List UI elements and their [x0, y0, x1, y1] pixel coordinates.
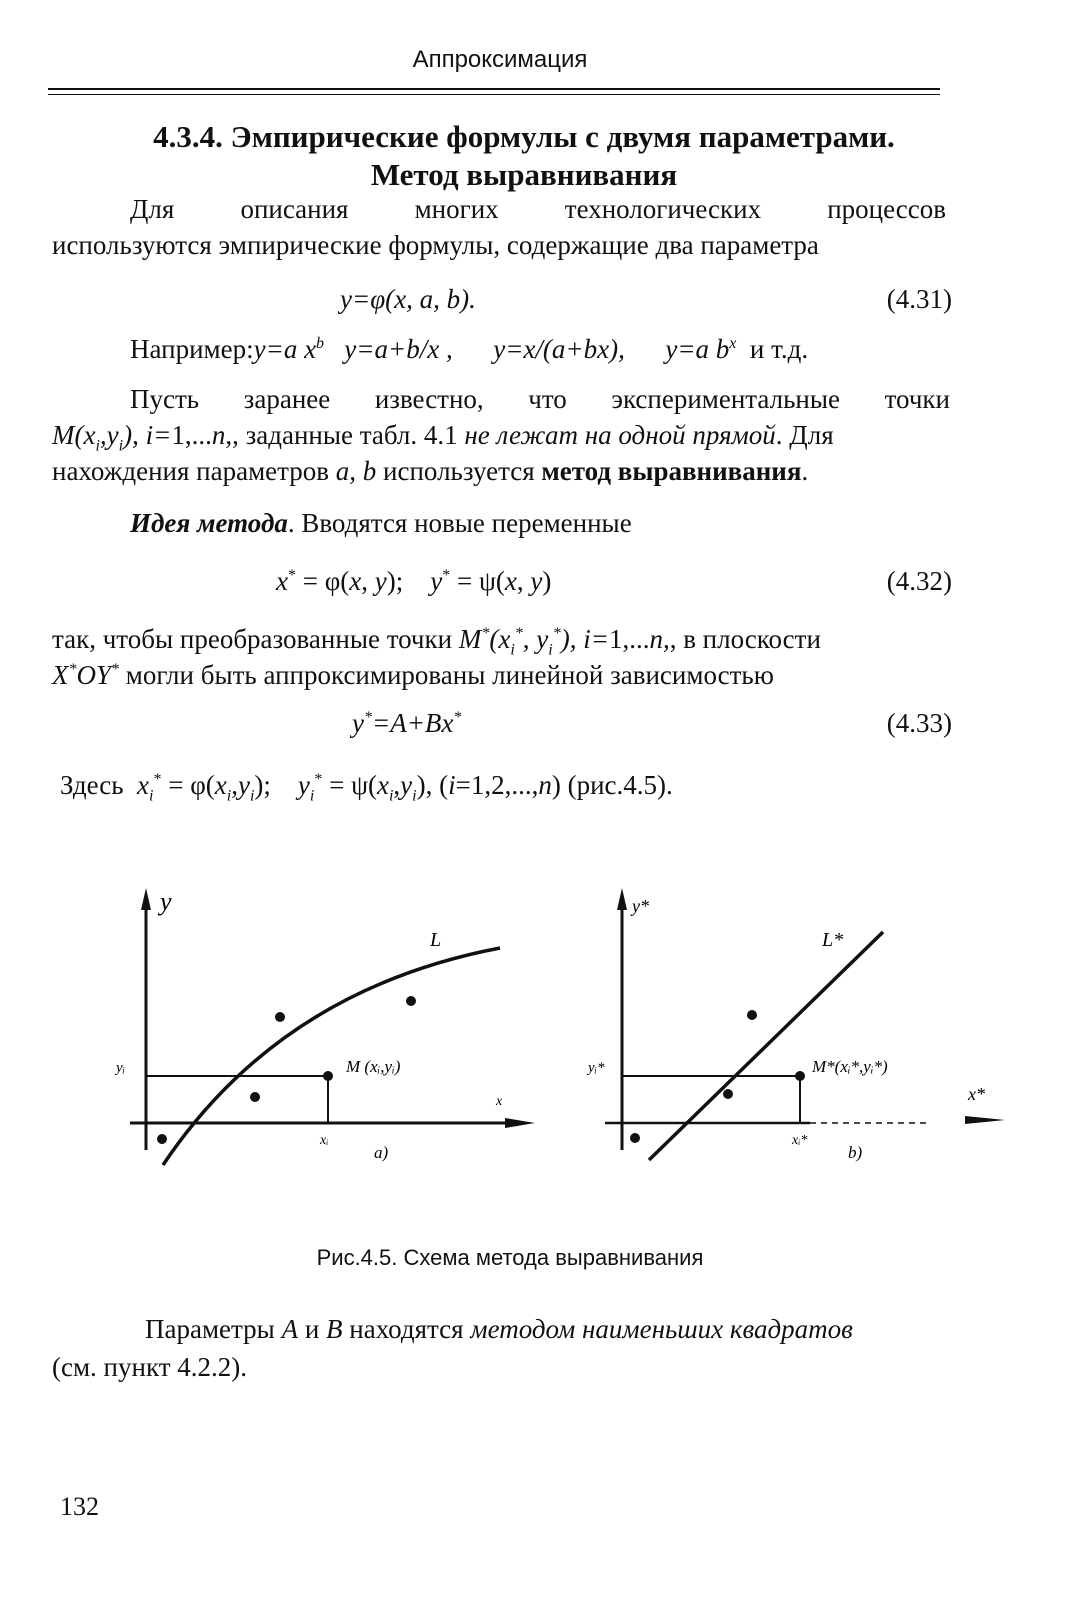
curve-label-L: L: [430, 929, 442, 951]
panel-a: [130, 888, 535, 1165]
line-L-star: [649, 932, 883, 1160]
examples-tail: и т.д.: [749, 334, 809, 364]
point-M-star: [795, 1071, 805, 1081]
equation-4-33-number: (4.33): [886, 708, 952, 738]
para2-line2: $M(x_i,y_i)$, i=1,...n,, заданные табл. 4.1 не лежат на одной прямой. Для: [52, 420, 834, 455]
equation-4-32: x* = φ(x, y); y* = ψ(x, y): [276, 566, 552, 596]
equation-4-32-number: (4.32): [886, 566, 952, 596]
curve-L: [163, 948, 500, 1165]
intro-line2: используются эмпирические формулы, содержащие два параметра: [52, 230, 819, 260]
xi-label-a: xᵢ: [320, 1133, 329, 1148]
figure-caption: Рис.4.5. Схема метода выравнивания: [316, 1245, 704, 1270]
running-head: Аппроксимация: [412, 46, 588, 73]
final-line1: Параметры A и B находятся методом наименьших квадратов: [145, 1314, 853, 1344]
panel-b: [605, 888, 1005, 1160]
x-arrow-b: [965, 1116, 1005, 1124]
equation-4-33: y*=A+Bx*: [352, 708, 462, 738]
panel-label-a: a): [374, 1143, 389, 1162]
yi-label-a: yᵢ: [116, 1060, 126, 1076]
line-label-L-star: L*: [822, 929, 844, 951]
y-arrow-a: [141, 888, 151, 910]
point-a3: [250, 1092, 260, 1102]
point-b2: [723, 1089, 733, 1099]
y-arrow-b: [617, 888, 627, 910]
yi-label-b: yᵢ*: [588, 1060, 605, 1076]
y-label-a: y: [160, 887, 172, 916]
header-rule-top: [48, 88, 940, 90]
examples-line: [130, 332, 960, 366]
header-rule-bottom: [48, 94, 940, 95]
point-label-M-star: M*(xᵢ*,yᵢ*): [812, 1057, 888, 1076]
here-line: Здесь $x_i^* = \varphi(x_i,y_i)$; $y_i^* = \psi(x_i,y_i)$, (i=1,2,...,n) (рис.4.5).: [60, 770, 673, 805]
point-M: [323, 1071, 333, 1081]
point-b3: [630, 1133, 640, 1143]
equation-4-31: y=φ(x, a, b).: [340, 284, 476, 314]
x-label-a: x: [496, 1094, 503, 1109]
equation-4-31-number: (4.31): [886, 284, 952, 314]
para2-line1: Пусть заранее известно, что экспериментальные точки: [130, 384, 950, 414]
x-arrow-a: [505, 1118, 535, 1128]
para3-line2: X*OY* могли быть аппроксимированы линейной зависимостью: [52, 660, 774, 690]
point-b1: [747, 1010, 757, 1020]
point-a1: [275, 1012, 285, 1022]
para2-line3: нахождения параметров a, b используется метод выравнивания.: [52, 456, 809, 486]
figure-4-5: [0, 860, 1072, 1210]
section-title-line1: 4.3.4. Эмпирические формулы с двумя параметрами.: [153, 119, 895, 154]
examples-label: Например:: [130, 334, 254, 364]
point-a2: [406, 996, 416, 1006]
xi-label-b: xᵢ*: [792, 1133, 808, 1148]
page-number: 132: [60, 1492, 99, 1521]
section-title-line2: Метод выравнивания: [370, 157, 678, 192]
final-line2: (см. пункт 4.2.2).: [52, 1352, 248, 1382]
point-label-M: M (xᵢ,yᵢ): [346, 1057, 401, 1076]
idea-label: Идея метода: [130, 508, 288, 538]
point-a4: [157, 1134, 167, 1144]
para3-line1: так, чтобы преобразованные точки $M^*(x_i^*$, $y_i^*$), i=1,...n,, в плоскости: [52, 624, 821, 659]
panel-label-b: b): [848, 1143, 863, 1162]
intro-line1: Для описания многих технологических процессов: [130, 194, 946, 224]
y-label-b: y*: [632, 896, 649, 916]
idea-line: Идея метода. Вводятся новые переменные: [130, 508, 632, 538]
example-formulas: y=a $x^b$ y=a+b/x , y=x/(a+bx), y=a $b^x$: [253, 334, 737, 364]
x-label-b: x*: [968, 1084, 985, 1104]
